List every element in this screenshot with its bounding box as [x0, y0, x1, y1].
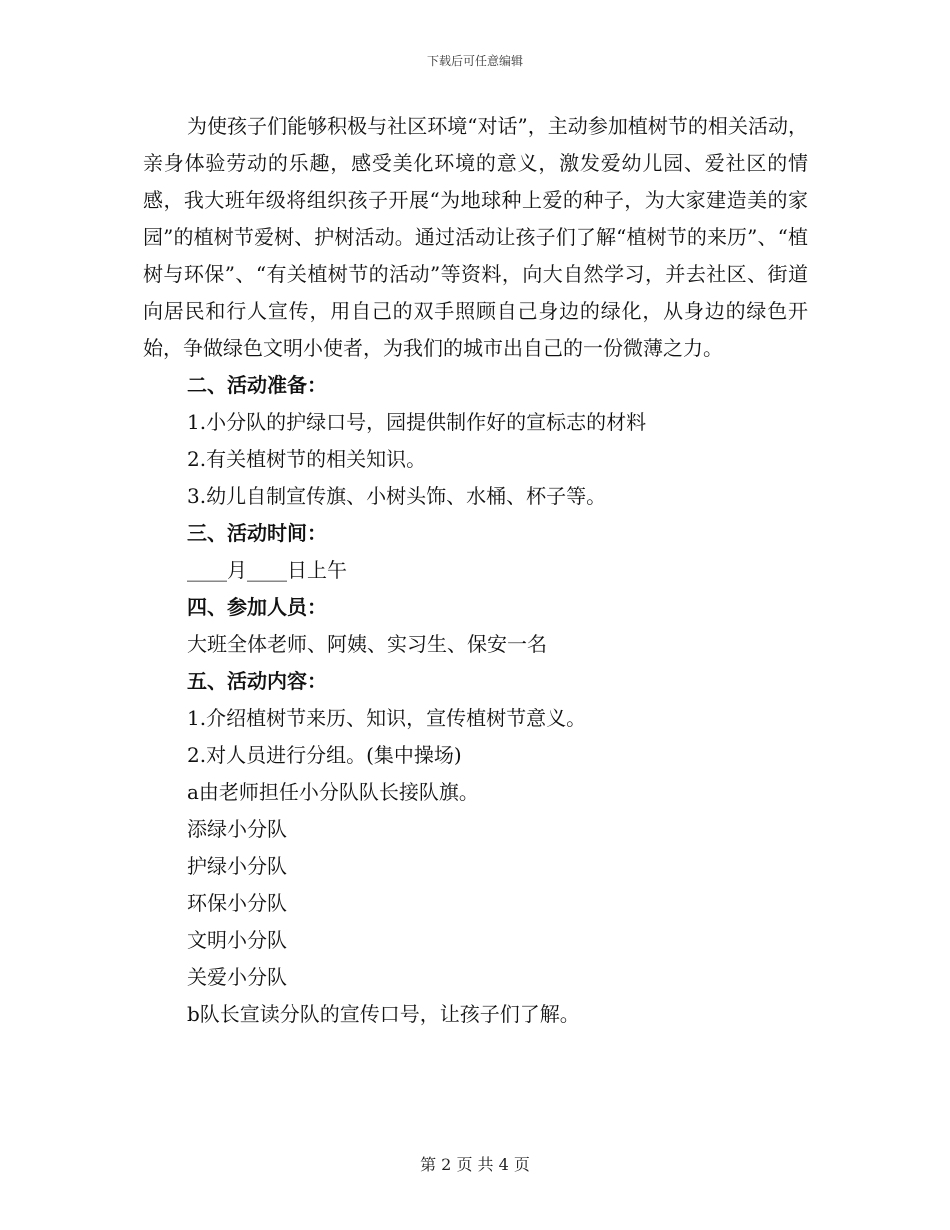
body-line: 2.有关植树节的相关知识。 [187, 447, 427, 471]
body-line: ____月____日上午 [187, 558, 347, 582]
section-heading: 二、活动准备： [187, 373, 327, 397]
body-line: 1.小分队的护绿口号，园提供制作好的宣标志的材料 [187, 410, 647, 434]
body-line: 文明小分队 [187, 928, 287, 952]
section-lines [143, 367, 808, 1033]
body-line: 3.幼儿自制宣传旗、小树头饰、水桶、杯子等。 [187, 484, 607, 508]
page-header: 下载后可任意编辑 [426, 54, 523, 68]
intro-paragraph: 为使孩子们能够积极与社区环境“对话”，主动参加植树节的相关活动，亲身体验劳动的乐趣，感受美化环境的意义，激发爱幼儿园、爱社区的情感，我大班年级将组织孩子开展“为地球种上爱的种子，为大家建造美的家园”的植树节爱树、护树活动。通过活动让孩子们了解“植树节的来历”、“植树与环保”、“有关植树节的活动”等资料，向大自然学习，并去社区、街道向居民和行人宣传，用自己的双手照顾自己身边的绿化，从身边的绿色开始，争做绿色文明小使者，为我们的城市出自己的一份微薄之力。 [143, 114, 808, 360]
body-line: 环保小分队 [187, 891, 287, 915]
section-heading: 五、活动内容： [187, 669, 327, 693]
body-line: a由老师担任小分队队长接队旗。 [187, 780, 479, 804]
section-heading: 三、活动时间： [187, 521, 327, 545]
section-heading: 四、参加人员： [187, 595, 327, 619]
body-line: 2.对人员进行分组。(集中操场) [187, 743, 462, 767]
body-line: 护绿小分队 [187, 854, 287, 878]
document-body [143, 108, 808, 1033]
body-line: b队长宣读分队的宣传口号，让孩子们了解。 [187, 1002, 580, 1026]
body-line: 1.介绍植树节来历、知识，宣传植树节意义。 [187, 706, 587, 730]
page-footer: 第 2 页 共 4 页 [420, 1155, 530, 1174]
body-line: 大班全体老师、阿姨、实习生、保安一名 [187, 632, 547, 656]
body-line: 关爱小分队 [187, 965, 287, 989]
body-line: 添绿小分队 [187, 817, 287, 841]
